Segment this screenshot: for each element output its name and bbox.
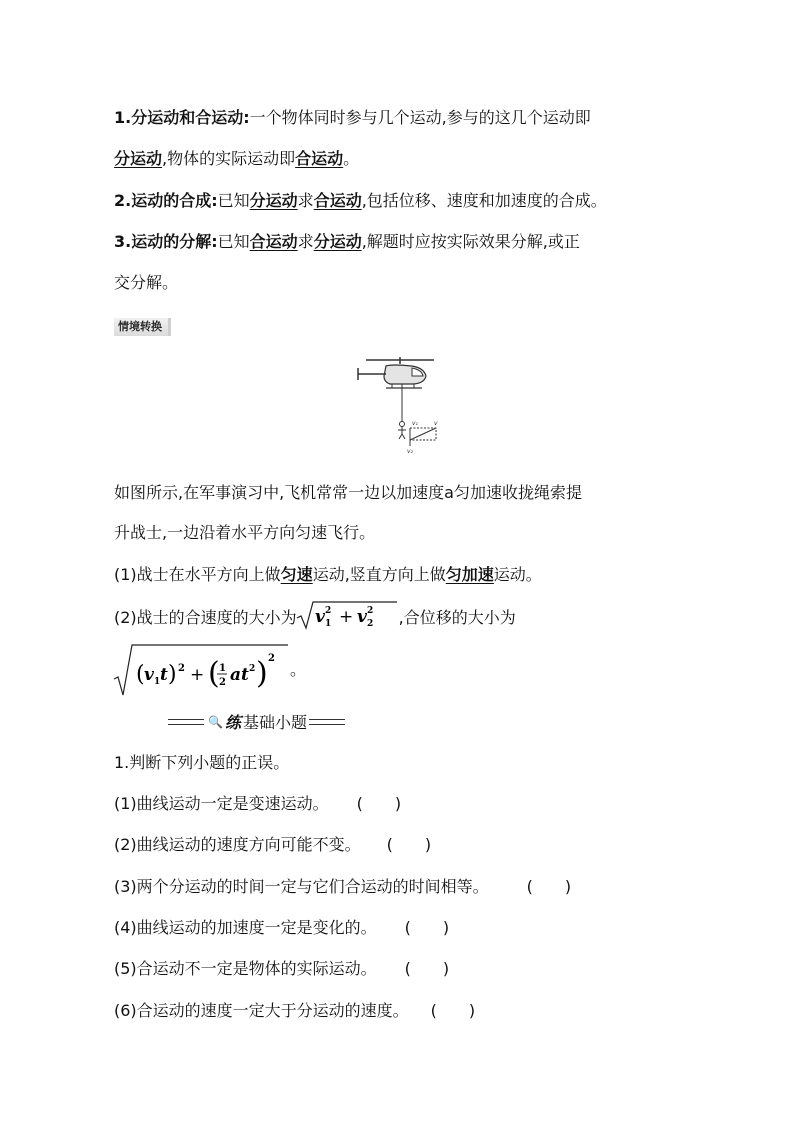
answer-yunsu: 匀速 xyxy=(280,565,313,584)
svg-text:1: 1 xyxy=(219,663,226,674)
answer-blank: ( ) xyxy=(404,918,450,937)
svg-text:2: 2 xyxy=(366,606,373,616)
answer-fenyundong: 分运动 xyxy=(114,149,163,168)
magnifier-icon: 🔍 xyxy=(208,714,223,729)
velocity-v1-label: v₁ xyxy=(412,420,418,427)
svg-text:): ) xyxy=(256,656,268,691)
answer-heyundong: 合运动 xyxy=(295,149,344,168)
svg-text:2: 2 xyxy=(249,664,256,674)
velocity-formula xyxy=(295,600,399,630)
practice-label-lian: 练 xyxy=(224,713,241,732)
svg-text:2: 2 xyxy=(268,653,275,664)
answer-blank: ( ) xyxy=(430,1001,476,1020)
answer-blank: ( ) xyxy=(404,959,450,978)
svg-text:v: v xyxy=(356,607,367,627)
concept-2-term: 运动的合成 xyxy=(131,191,212,210)
practice-intro: 1.判断下列小题的正误。 xyxy=(114,753,290,772)
heading-rule-right xyxy=(309,719,345,725)
svg-text:+: + xyxy=(190,665,205,685)
svg-text:): ) xyxy=(168,662,177,687)
concept-1-line-2: 分运动,物体的实际运动即合运动。 xyxy=(114,149,360,168)
practice-heading xyxy=(168,710,345,733)
svg-text:2: 2 xyxy=(178,663,185,674)
concept-1-text: 一个物体同时参与几个运动,参与的这几个运动即 xyxy=(249,108,591,127)
list-item: (6)合运动的速度一定大于分运动的速度。 ( ) xyxy=(114,1001,476,1020)
svg-text:v: v xyxy=(144,665,154,685)
answer-yunjiasu: 匀加速 xyxy=(445,565,494,584)
answer-blank: ( ) xyxy=(356,794,402,813)
svg-text:2: 2 xyxy=(366,619,373,629)
displacement-formula xyxy=(112,641,290,699)
svg-text:2: 2 xyxy=(324,606,331,616)
concept-3-line-1: 3.运动的分解:已知合运动求分运动,解题时应按实际效果分解,或正 xyxy=(114,232,580,251)
answer-blank: ( ) xyxy=(386,835,432,854)
list-item: (5)合运动不一定是物体的实际运动。 ( ) xyxy=(114,959,450,978)
displacement-formula-row: ( v 1 t ) 2 + ( 1 2 at 2 ) 2 。 xyxy=(114,640,306,700)
svg-text:1: 1 xyxy=(324,619,331,629)
svg-text:+: + xyxy=(338,607,353,627)
list-item: (3)两个分运动的时间一定与它们合运动的时间相等。 ( ) xyxy=(114,877,572,896)
svg-text:2: 2 xyxy=(219,677,226,688)
scenario-para-line-1: 如图所示,在军事演习中,飞机常常一边以加速度a匀加速收拢绳索提 xyxy=(114,483,582,502)
helicopter-diagram xyxy=(352,354,444,456)
svg-text:at: at xyxy=(230,665,249,685)
concept-1-term: 分运动和合运动 xyxy=(131,108,244,127)
svg-text:v: v xyxy=(314,607,325,627)
svg-text:t: t xyxy=(160,665,168,685)
concept-1-line-1: 1.分运动和合运动:一个物体同时参与几个运动,参与的这几个运动即 xyxy=(114,108,591,127)
concept-2-line: 2.运动的合成:已知分运动求合运动,包括位移、速度和加速度的合成。 xyxy=(114,191,607,210)
scenario-para-line-2: 升战士,一边沿着水平方向匀速飞行。 xyxy=(114,523,376,542)
practice-label: 基础小题 xyxy=(242,713,307,732)
answer-blank: ( ) xyxy=(526,877,572,896)
scenario-tag: 情境转换 xyxy=(114,318,171,336)
scenario-question-2: (2)战士的合速度的大小为 v 1 2 + v 2 2 ,合位移的大小为 xyxy=(114,606,516,630)
velocity-v-label: v xyxy=(434,420,438,427)
list-item: (1)曲线运动一定是变速运动。 ( ) xyxy=(114,794,402,813)
velocity-v2-label: v₂ xyxy=(407,448,413,455)
svg-text:(: ( xyxy=(208,656,220,691)
concept-3-line-2: 交分解。 xyxy=(114,273,179,292)
list-item: (4)曲线运动的加速度一定是变化的。 ( ) xyxy=(114,918,450,937)
scenario-question-1: (1)战士在水平方向上做匀速运动,竖直方向上做匀加速运动。 xyxy=(114,565,542,584)
helicopter-figure xyxy=(352,354,444,460)
concept-3-term: 运动的分解 xyxy=(131,232,212,251)
heading-rule-left xyxy=(168,719,204,725)
svg-text:(: ( xyxy=(136,662,145,687)
list-item: (2)曲线运动的速度方向可能不变。 ( ) xyxy=(114,835,432,854)
concept-1-number: 1. xyxy=(114,108,132,127)
svg-text:1: 1 xyxy=(154,677,161,687)
